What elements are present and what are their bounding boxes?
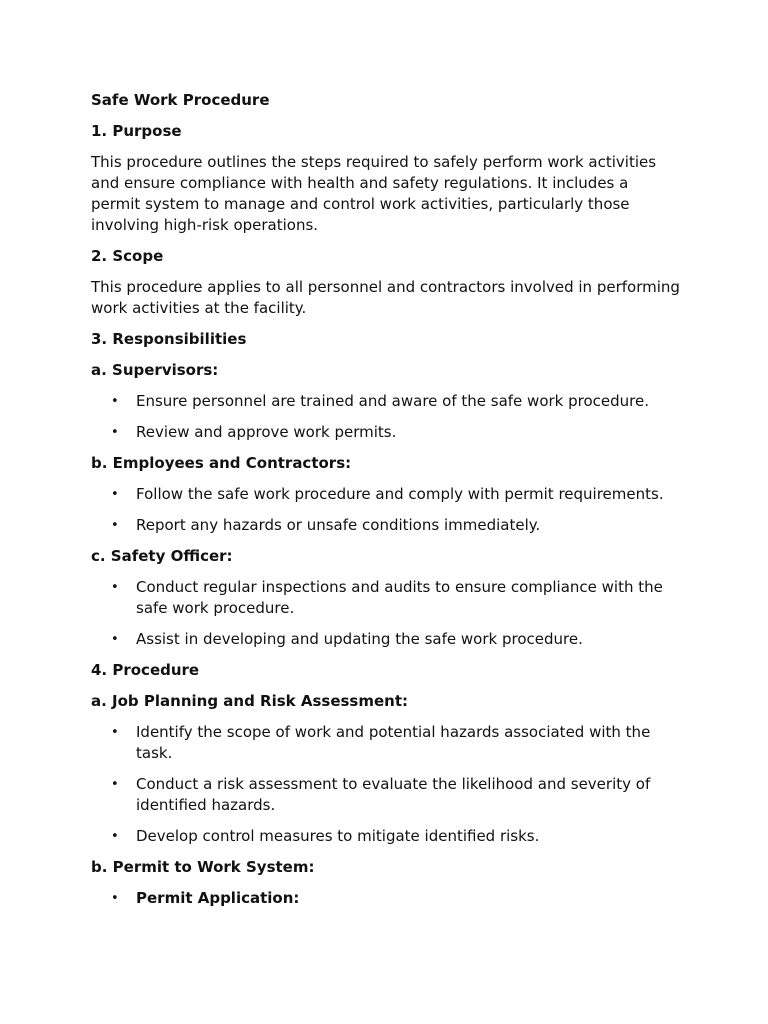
list-item-text: Ensure personnel are trained and aware of the safe work procedure. <box>136 392 649 410</box>
document-title: Safe Work Procedure <box>91 91 270 109</box>
list-item-text: Follow the safe work procedure and comply with permit requirements. <box>136 485 664 503</box>
bullet-icon: • <box>111 725 119 740</box>
bullet-icon: • <box>111 580 119 595</box>
list-item <box>91 391 681 412</box>
list-item-text: Identify the scope of work and potential hazards associated with the task. <box>136 723 651 762</box>
list-item-text: Review and approve work permits. <box>136 423 397 441</box>
responsibilities-heading: 3. Responsibilities <box>91 330 247 348</box>
bullet-icon: • <box>111 829 119 844</box>
list-item <box>91 484 681 505</box>
list-item <box>91 774 681 816</box>
list-item-text: Assist in developing and updating the safe work procedure. <box>136 630 583 648</box>
list-item <box>91 826 681 847</box>
scope-text: This procedure applies to all personnel and contractors involved in performing work activities at the facility. <box>91 278 680 317</box>
list-item <box>91 515 681 536</box>
safety-officer-list <box>91 577 681 650</box>
bullet-icon: • <box>111 394 119 409</box>
purpose-text: This procedure outlines the steps required to safely perform work activities and ensure compliance with health and safety regulations. It includes a permit system to manage and control work activities, particularly those involving high-risk operations. <box>91 153 657 234</box>
bullet-icon: • <box>111 777 119 792</box>
scope-heading: 2. Scope <box>91 247 164 265</box>
bullet-icon: • <box>111 425 119 440</box>
document-page <box>91 90 681 919</box>
list-item <box>91 722 681 764</box>
permit-system-heading: b. Permit to Work System: <box>91 858 315 876</box>
list-item-text: Permit Application: <box>136 889 300 907</box>
list-item-text: Develop control measures to mitigate identified risks. <box>136 827 540 845</box>
list-item <box>91 888 681 909</box>
list-item-text: Report any hazards or unsafe conditions immediately. <box>136 516 541 534</box>
purpose-heading: 1. Purpose <box>91 122 182 140</box>
supervisors-heading: a. Supervisors: <box>91 361 219 379</box>
job-planning-list <box>91 722 681 847</box>
employees-heading: b. Employees and Contractors: <box>91 454 352 472</box>
procedure-heading: 4. Procedure <box>91 661 200 679</box>
employees-list <box>91 484 681 536</box>
bullet-icon: • <box>111 518 119 533</box>
safety-officer-heading: c. Safety Officer: <box>91 547 233 565</box>
list-item-text: Conduct a risk assessment to evaluate the likelihood and severity of identified hazards. <box>136 775 651 814</box>
list-item <box>91 577 681 619</box>
list-item <box>91 422 681 443</box>
list-item <box>91 629 681 650</box>
permit-system-list <box>91 888 681 909</box>
supervisors-list <box>91 391 681 443</box>
bullet-icon: • <box>111 487 119 502</box>
bullet-icon: • <box>111 891 119 906</box>
list-item-text: Conduct regular inspections and audits to ensure compliance with the safe work procedure. <box>136 578 663 617</box>
job-planning-heading: a. Job Planning and Risk Assessment: <box>91 692 409 710</box>
bullet-icon: • <box>111 632 119 647</box>
